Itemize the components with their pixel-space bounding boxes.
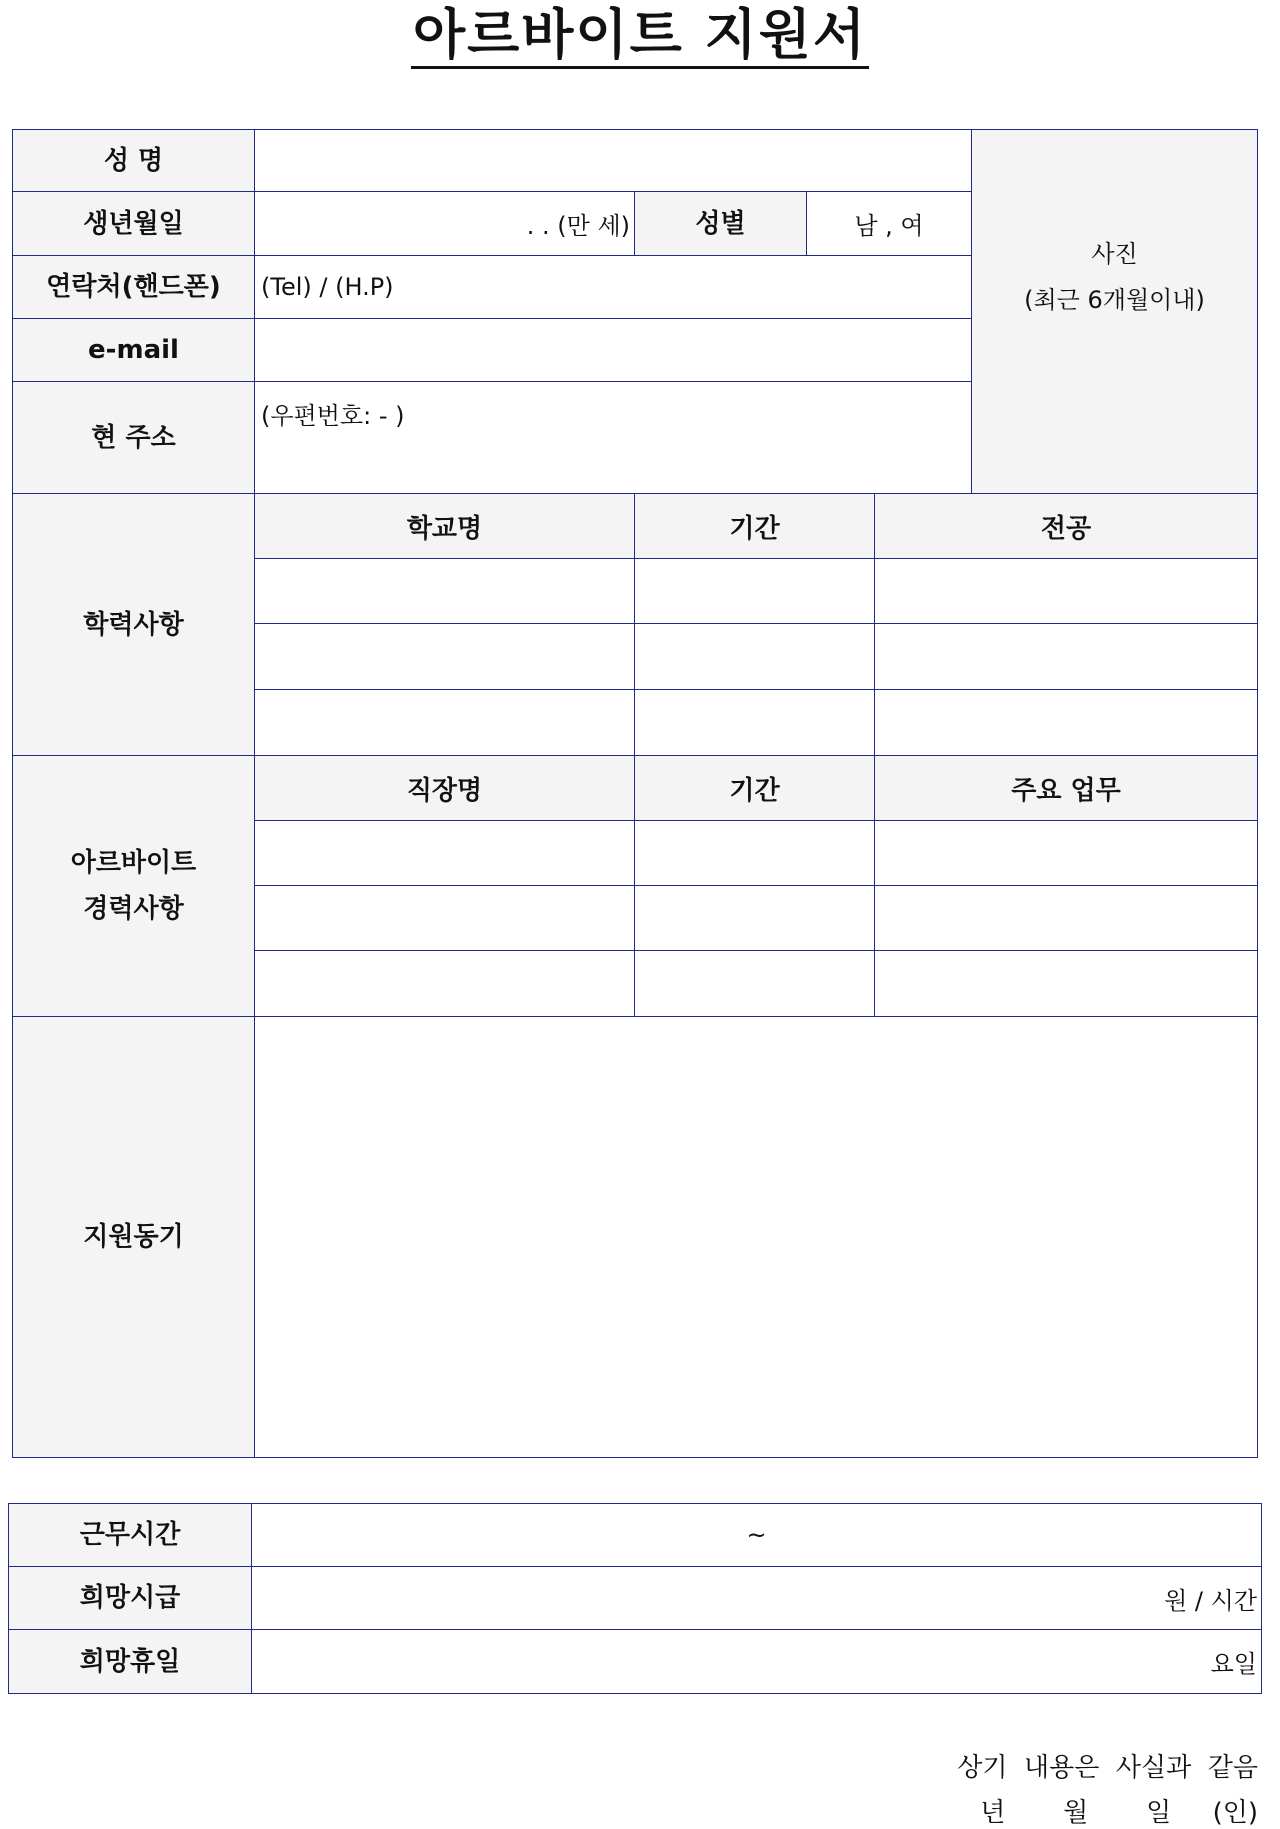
name-field[interactable] (254, 129, 972, 192)
education-col-school: 학교명 (254, 493, 635, 559)
career-col-period: 기간 (634, 755, 875, 821)
education-row-2-school[interactable] (254, 623, 635, 690)
desired-dayoff-field[interactable]: 요일 (251, 1629, 1262, 1694)
email-label: e-mail (12, 318, 255, 382)
education-row-2-period[interactable] (634, 623, 875, 690)
career-label-line1: 아르바이트 (70, 848, 197, 878)
gender-label: 성별 (634, 191, 807, 256)
career-row-3-duties[interactable] (874, 950, 1258, 1017)
career-col-workplace: 직장명 (254, 755, 635, 821)
education-row-3-major[interactable] (874, 689, 1258, 756)
email-field[interactable] (254, 318, 972, 382)
career-row-3-workplace[interactable] (254, 950, 635, 1017)
birthdate-field[interactable]: . . (만 세) (254, 191, 635, 256)
gender-field[interactable]: 남 , 여 (806, 191, 972, 256)
motivation-label: 지원동기 (12, 1016, 255, 1458)
career-row-1-period[interactable] (634, 820, 875, 886)
education-row-3-school[interactable] (254, 689, 635, 756)
desired-wage-field[interactable]: 원 / 시간 (251, 1566, 1262, 1630)
name-label: 성 명 (12, 129, 255, 192)
certification-statement: 상기 내용은 사실과 같음 (957, 1753, 1258, 1783)
desired-wage-label: 희망시급 (8, 1566, 252, 1630)
contact-field[interactable]: (Tel) / (H.P) (254, 255, 972, 319)
career-row-2-workplace[interactable] (254, 885, 635, 951)
career-row-3-period[interactable] (634, 950, 875, 1017)
career-label (12, 755, 255, 1017)
photo-label: 사진 (1091, 239, 1138, 268)
motivation-textarea[interactable] (254, 1016, 1258, 1458)
work-hours-field[interactable]: ~ (251, 1503, 1262, 1567)
address-field[interactable]: (우편번호: - ) (254, 381, 972, 494)
education-row-2-major[interactable] (874, 623, 1258, 690)
education-row-3-period[interactable] (634, 689, 875, 756)
education-row-1-major[interactable] (874, 558, 1258, 624)
photo-box[interactable] (971, 129, 1258, 494)
education-col-major: 전공 (874, 493, 1258, 559)
career-row-1-workplace[interactable] (254, 820, 635, 886)
photo-hint: (최근 6개월이내) (1024, 285, 1205, 314)
contact-label: 연락처(핸드폰) (12, 255, 255, 319)
career-row-1-duties[interactable] (874, 820, 1258, 886)
career-col-duties: 주요 업무 (874, 755, 1258, 821)
career-label-line2: 경력사항 (83, 894, 184, 924)
page-title: 아르바이트 지원서 (0, 2, 1280, 68)
birthdate-label: 생년월일 (12, 191, 255, 256)
career-row-2-period[interactable] (634, 885, 875, 951)
date-signature-line: 년 월 일 (인) (980, 1798, 1258, 1828)
career-row-2-duties[interactable] (874, 885, 1258, 951)
address-label: 현 주소 (12, 381, 255, 494)
desired-dayoff-label: 희망휴일 (8, 1629, 252, 1694)
education-label: 학력사항 (12, 493, 255, 756)
education-col-period: 기간 (634, 493, 875, 559)
education-row-1-period[interactable] (634, 558, 875, 624)
work-hours-label: 근무시간 (8, 1503, 252, 1567)
education-row-1-school[interactable] (254, 558, 635, 624)
